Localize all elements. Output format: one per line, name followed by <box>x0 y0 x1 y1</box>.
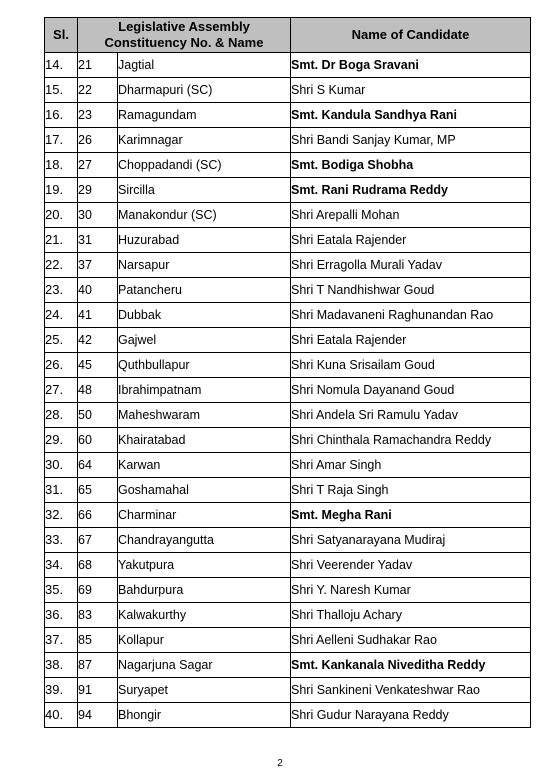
table-row <box>45 578 531 603</box>
table-row <box>45 278 531 303</box>
row-constituency-no: 94 <box>78 703 118 728</box>
row-constituency-no: 30 <box>78 203 118 228</box>
table-row <box>45 603 531 628</box>
row-candidate-name: Shri Kuna Srisailam Goud <box>291 353 531 378</box>
row-constituency-name: Narsapur <box>118 253 291 278</box>
row-sl: 34. <box>45 553 78 578</box>
row-constituency-no: 27 <box>78 153 118 178</box>
row-candidate-name: Shri Arepalli Mohan <box>291 203 531 228</box>
page-number: 2 <box>277 758 283 769</box>
row-constituency-no: 48 <box>78 378 118 403</box>
table-row <box>45 153 531 178</box>
row-constituency-no: 64 <box>78 453 118 478</box>
row-constituency-name: Bahdurpura <box>118 578 291 603</box>
table-row <box>45 378 531 403</box>
row-sl: 38. <box>45 653 78 678</box>
row-constituency-name: Bhongir <box>118 703 291 728</box>
row-sl: 24. <box>45 303 78 328</box>
row-candidate-name: Smt. Kandula Sandhya Rani <box>291 103 531 128</box>
row-candidate-name: Smt. Dr Boga Sravani <box>291 53 531 78</box>
row-candidate-name: Shri Nomula Dayanand Goud <box>291 378 531 403</box>
row-sl: 40. <box>45 703 78 728</box>
row-constituency-name: Quthbullapur <box>118 353 291 378</box>
row-constituency-no: 41 <box>78 303 118 328</box>
row-constituency-name: Goshamahal <box>118 478 291 503</box>
table-header <box>45 18 531 53</box>
table-row <box>45 478 531 503</box>
row-candidate-name: Shri Madavaneni Raghunandan Rao <box>291 303 531 328</box>
row-constituency-no: 50 <box>78 403 118 428</box>
row-candidate-name: Shri T Raja Singh <box>291 478 531 503</box>
row-constituency-no: 21 <box>78 53 118 78</box>
table-row <box>45 128 531 153</box>
row-candidate-name: Shri T Nandhishwar Goud <box>291 278 531 303</box>
row-constituency-no: 91 <box>78 678 118 703</box>
row-constituency-name: Ramagundam <box>118 103 291 128</box>
row-sl: 25. <box>45 328 78 353</box>
header-candidate: Name of Candidate <box>291 18 531 53</box>
row-constituency-no: 85 <box>78 628 118 653</box>
table-row <box>45 528 531 553</box>
row-sl: 30. <box>45 453 78 478</box>
row-constituency-no: 66 <box>78 503 118 528</box>
row-candidate-name: Shri Gudur Narayana Reddy <box>291 703 531 728</box>
row-candidate-name: Smt. Megha Rani <box>291 503 531 528</box>
row-constituency-no: 45 <box>78 353 118 378</box>
row-constituency-name: Khairatabad <box>118 428 291 453</box>
row-constituency-no: 31 <box>78 228 118 253</box>
row-sl: 31. <box>45 478 78 503</box>
row-sl: 28. <box>45 403 78 428</box>
row-sl: 36. <box>45 603 78 628</box>
row-candidate-name: Shri Aelleni Sudhakar Rao <box>291 628 531 653</box>
header-row <box>45 18 531 53</box>
row-constituency-name: Ibrahimpatnam <box>118 378 291 403</box>
row-constituency-no: 37 <box>78 253 118 278</box>
row-constituency-name: Huzurabad <box>118 228 291 253</box>
table-row <box>45 653 531 678</box>
row-constituency-name: Karimnagar <box>118 128 291 153</box>
row-constituency-no: 67 <box>78 528 118 553</box>
row-candidate-name: Shri Satyanarayana Mudiraj <box>291 528 531 553</box>
table-row <box>45 303 531 328</box>
row-sl: 26. <box>45 353 78 378</box>
row-constituency-name: Nagarjuna Sagar <box>118 653 291 678</box>
row-candidate-name: Smt. Kankanala Niveditha Reddy <box>291 653 531 678</box>
row-sl: 33. <box>45 528 78 553</box>
table-row <box>45 553 531 578</box>
table-row <box>45 228 531 253</box>
row-constituency-name: Kollapur <box>118 628 291 653</box>
row-sl: 29. <box>45 428 78 453</box>
row-constituency-no: 29 <box>78 178 118 203</box>
row-sl: 14. <box>45 53 78 78</box>
row-constituency-no: 65 <box>78 478 118 503</box>
header-constituency: Legislative Assembly Constituency No. & Name <box>78 18 291 53</box>
table-row <box>45 203 531 228</box>
row-constituency-name: Dharmapuri (SC) <box>118 78 291 103</box>
row-sl: 23. <box>45 278 78 303</box>
table-row <box>45 703 531 728</box>
table-row <box>45 78 531 103</box>
table-row <box>45 103 531 128</box>
row-constituency-name: Charminar <box>118 503 291 528</box>
row-constituency-no: 40 <box>78 278 118 303</box>
row-candidate-name: Shri Eatala Rajender <box>291 228 531 253</box>
row-constituency-no: 26 <box>78 128 118 153</box>
row-constituency-no: 22 <box>78 78 118 103</box>
row-sl: 22. <box>45 253 78 278</box>
row-candidate-name: Shri Eatala Rajender <box>291 328 531 353</box>
row-constituency-no: 68 <box>78 553 118 578</box>
row-candidate-name: Shri Erragolla Murali Yadav <box>291 253 531 278</box>
table-row <box>45 628 531 653</box>
row-sl: 27. <box>45 378 78 403</box>
row-constituency-name: Kalwakurthy <box>118 603 291 628</box>
row-sl: 16. <box>45 103 78 128</box>
row-constituency-name: Suryapet <box>118 678 291 703</box>
table-row <box>45 428 531 453</box>
table-row <box>45 503 531 528</box>
row-constituency-name: Dubbak <box>118 303 291 328</box>
row-constituency-no: 23 <box>78 103 118 128</box>
row-sl: 32. <box>45 503 78 528</box>
table-row <box>45 253 531 278</box>
row-constituency-name: Sircilla <box>118 178 291 203</box>
row-constituency-no: 42 <box>78 328 118 353</box>
row-sl: 17. <box>45 128 78 153</box>
row-sl: 35. <box>45 578 78 603</box>
table-row <box>45 328 531 353</box>
row-sl: 39. <box>45 678 78 703</box>
row-sl: 15. <box>45 78 78 103</box>
row-constituency-name: Chandrayangutta <box>118 528 291 553</box>
row-candidate-name: Shri Sankineni Venkateshwar Rao <box>291 678 531 703</box>
row-constituency-name: Karwan <box>118 453 291 478</box>
row-candidate-name: Shri Thalloju Achary <box>291 603 531 628</box>
row-sl: 19. <box>45 178 78 203</box>
table-row <box>45 353 531 378</box>
row-constituency-name: Gajwel <box>118 328 291 353</box>
table-row <box>45 678 531 703</box>
row-constituency-name: Manakondur (SC) <box>118 203 291 228</box>
table-row <box>45 53 531 78</box>
row-constituency-no: 60 <box>78 428 118 453</box>
row-candidate-name: Shri Chinthala Ramachandra Reddy <box>291 428 531 453</box>
row-sl: 21. <box>45 228 78 253</box>
row-constituency-no: 87 <box>78 653 118 678</box>
row-constituency-no: 69 <box>78 578 118 603</box>
row-candidate-name: Shri Andela Sri Ramulu Yadav <box>291 403 531 428</box>
row-sl: 20. <box>45 203 78 228</box>
table-row <box>45 453 531 478</box>
row-constituency-name: Patancheru <box>118 278 291 303</box>
row-constituency-no: 83 <box>78 603 118 628</box>
row-candidate-name: Shri Veerender Yadav <box>291 553 531 578</box>
row-sl: 37. <box>45 628 78 653</box>
row-candidate-name: Shri Bandi Sanjay Kumar, MP <box>291 128 531 153</box>
table-row <box>45 178 531 203</box>
row-candidate-name: Shri Amar Singh <box>291 453 531 478</box>
table-row <box>45 403 531 428</box>
row-constituency-name: Maheshwaram <box>118 403 291 428</box>
row-candidate-name: Smt. Bodiga Shobha <box>291 153 531 178</box>
row-constituency-name: Yakutpura <box>118 553 291 578</box>
candidate-table <box>44 17 531 728</box>
row-candidate-name: Shri Y. Naresh Kumar <box>291 578 531 603</box>
row-candidate-name: Shri S Kumar <box>291 78 531 103</box>
row-constituency-name: Jagtial <box>118 53 291 78</box>
row-candidate-name: Smt. Rani Rudrama Reddy <box>291 178 531 203</box>
table-body <box>45 53 531 728</box>
row-constituency-name: Choppadandi (SC) <box>118 153 291 178</box>
header-sl: Sl. <box>45 18 78 53</box>
row-sl: 18. <box>45 153 78 178</box>
